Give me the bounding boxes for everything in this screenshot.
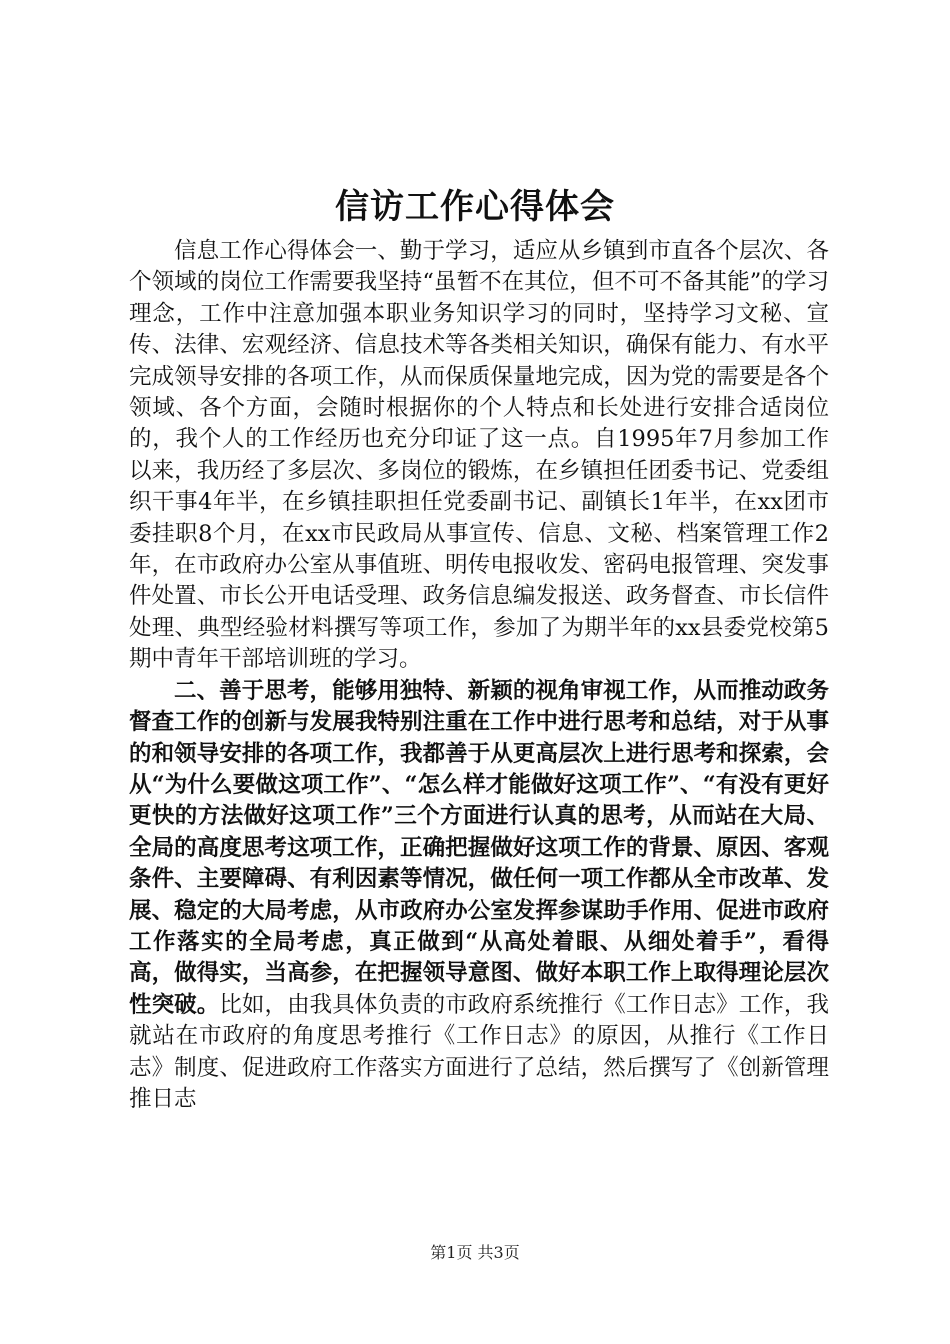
document-title: 信访工作心得体会	[335, 187, 615, 227]
paragraph-2-bold-text: 二、善于思考，能够用独特、新颖的视角审视工作，从而推动政务督查工作的创新与发展我特别注重在工作中进行思考和总结，对于从事的和领导安排的各项工作，我都善于从更高层次上进行思考和探索，会从“为什么要做这项工作”、“怎么样才能做好这项工作”、“有没有更好更快的方法做好这项工作”三个方面进行认真的思考，从而站在大局、全局的高度思考这项工作，正确把握做好这项工作的背景、原因、客观条件、主要障碍、有利因素等情况，做任何一项工作都从全市改革、发展、稳定的大局考虑，从市政府办公室发挥参谋助手作用、促进市政府工作落实的全局考虑，真正做到“从高处着眼、从细处着手”，看得高，做得实，当高参，在把握领导意图、做好本职工作上取得理论层次性突破。	[129, 677, 829, 1018]
document-body	[129, 236, 829, 1115]
paragraph-2-normal-text: 比如，由我具体负责的市政府系统推行《工作日志》工作，我就站在市政府的角度思考推行《工作日志》的原因，从推行《工作日志》制度、促进政府工作落实方面进行了总结，然后撰写了《创新管理推日志	[129, 991, 829, 1112]
page-footer: 第1页 共3页	[430, 1243, 520, 1262]
paragraph-2	[129, 676, 829, 1116]
paragraph-1: 信息工作心得体会一、勤于学习，适应从乡镇到市直各个层次、各个领域的岗位工作需要我坚持“虽暂不在其位，但不可不备其能”的学习理念，工作中注意加强本职业务知识学习的同时，坚持学习文秘、宣传、法律、宏观经济、信息技术等各类相关知识，确保有能力、有水平完成领导安排的各项工作，从而保质保量地完成，因为党的需要是各个领域、各个方面，会随时根据你的个人特点和长处进行安排合适岗位的，我个人的工作经历也充分印证了这一点。自1995年7月参加工作以来，我历经了多层次、多岗位的锻炼，在乡镇担任团委书记、党委组织干事4年半，在乡镇挂职担任党委副书记、副镇长1年半，在xx团市委挂职8个月，在xx市民政局从事宣传、信息、文秘、档案管理工作2年，在市政府办公室从事值班、明传电报收发、密码电报管理、突发事件处置、市长公开电话受理、政务信息编发报送、政务督查、市长信件处理、典型经验材料撰写等项工作，参加了为期半年的xx县委党校第5期中青年干部培训班的学习。	[129, 238, 829, 673]
